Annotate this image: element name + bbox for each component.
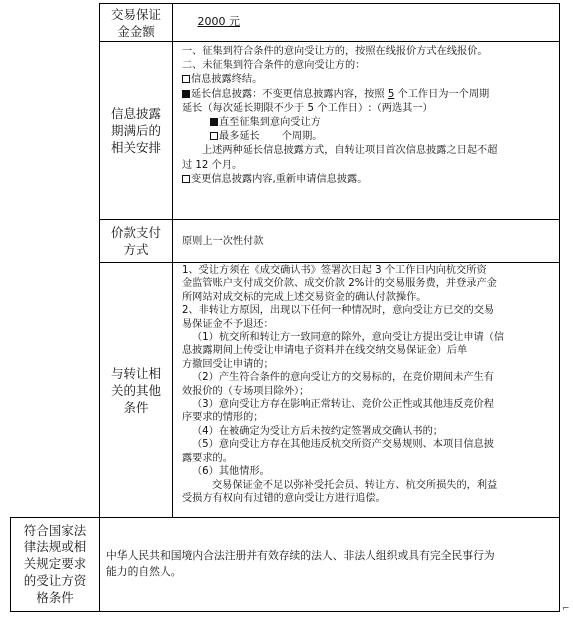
other-line: （3）意向受让方存在影响正常转让、竞价公正性或其他违反竞价程 (192, 399, 494, 411)
other-label-line-1: 与转让相 (110, 365, 161, 381)
table-border-right (559, 3, 560, 612)
checkbox-checked-icon (210, 118, 218, 126)
page-corner-mark: ⌐ (562, 604, 570, 614)
option-change-disclosure (182, 173, 497, 187)
deposit-value (182, 15, 240, 28)
other-line: 交易保证金不足以弥补受托会员、转让方、杭交所损失的，利益 (212, 479, 498, 491)
disclosure-label-line-1: 信息披露 (110, 106, 161, 121)
deposit-label-line-2: 金金额 (117, 23, 155, 39)
other-conditions-label (100, 263, 172, 517)
payment-label-line-2: 方式 (123, 242, 149, 257)
other-line: （5）意向受让方存在其他违反杭交所资产交易规则、本项目信息披 (192, 439, 494, 451)
other-line: 序要求的情形的； (182, 412, 264, 424)
option-extend-disclosure (182, 88, 497, 102)
option-change-label: 变更信息披露内容,重新申请信息披露。 (191, 173, 368, 185)
other-line: （6）其他情形。 (192, 466, 270, 478)
other-line: 方撤回受让申请的； (182, 358, 274, 370)
qualification-value (106, 548, 495, 580)
qualification-label-line-4: 的受让方资 (23, 572, 87, 588)
deposit-label (100, 4, 172, 41)
disclosure-label (100, 42, 172, 219)
other-line: 1、受让方须在《成交确认书》签署次日起 3 个工作日内向杭交所资 (182, 265, 487, 276)
sub-option-max (182, 130, 497, 144)
option-extend-line-2: 延长（每次延长期限不少于 5 个工作日）:（两选其一） (182, 102, 433, 114)
other-line: （1）杭交所和转让方一致同意的除外，意向受让方提出受让申请（信 (192, 332, 505, 344)
qualification-label-line-5: 格条件 (36, 589, 74, 605)
other-line: 露要求的。 (182, 452, 233, 464)
option-end-label: 信息披露终结。 (191, 74, 263, 86)
qualification-label (11, 518, 99, 611)
column-divider-lower (99, 517, 100, 612)
qualification-label-line-3: 关规定要求 (23, 556, 87, 572)
payment-label (100, 220, 172, 262)
disclosure-content (182, 45, 497, 187)
other-line: 所网站对成交标的完成上述交易资金的确认付款操作。 (182, 291, 427, 303)
qualification-label-line-1: 符合国家法 (23, 522, 87, 538)
disclosure-note-line-1: 上述两种延长信息披露方式，自转让项目首次信息披露之日起不超 (202, 145, 498, 157)
other-line: 易保证金不予退还： (182, 318, 274, 330)
sub-option-max-label-a: 最多延长 (219, 131, 260, 143)
deposit-label-line-1: 交易保证 (110, 6, 161, 22)
other-line: （4）在被确定为受让方后未按约定签署成交确认书的； (192, 425, 443, 437)
option-extend-label-b: 个工作日为一个周期 (397, 88, 490, 100)
other-line: 效报价的（专场项目除外）； (182, 385, 310, 397)
extend-period-days: 5 (387, 88, 395, 100)
option-extend-label-a: 延长信息披露：不变更信息披露内容，按照 (191, 88, 385, 100)
other-conditions-content (182, 264, 558, 517)
option-end-disclosure (182, 73, 497, 87)
checkbox-empty-icon (182, 175, 190, 183)
disclosure-label-line-2: 期满后的 (110, 123, 161, 138)
payment-label-line-1: 价款支付 (110, 225, 161, 240)
other-line: （2）产生符合条件的意向受让方的交易标的，在竞价期间未产生有 (192, 372, 494, 384)
qualification-value-line-1: 中华人民共和国境内合法注册并有效存续的法人、非法人组织或具有完全民事行为 (106, 549, 495, 562)
disclosure-note-line-2: 过 12 个月。 (182, 159, 243, 171)
payment-value: 原则上一次性付款 (182, 236, 264, 247)
deposit-amount: 2000 元 (197, 15, 240, 28)
checkbox-empty-icon (210, 132, 218, 140)
other-line: 2、非转让方原因，出现以下任何一种情况时，意向受让方已交的交易 (182, 305, 495, 317)
sub-option-until (182, 116, 497, 130)
disclosure-label-line-3: 相关安排 (110, 140, 161, 155)
disclosure-item-1: 一、征集到符合条件的意向受让方的，按照在线报价方式在线报价。 (182, 46, 488, 57)
other-label-line-3: 条件 (123, 399, 149, 415)
qualification-value-line-2: 能力的自然人。 (106, 565, 182, 578)
other-line: 息披露期间上传受让申请电子资料并在线交纳交易保证金）后单 (182, 345, 468, 357)
sub-option-max-label-b: 个周期。 (281, 131, 323, 143)
table-border-bottom (10, 611, 560, 612)
disclosure-item-2: 二、未征集到符合条件的意向受让方的： (182, 60, 366, 72)
qualification-label-line-2: 律法规或相 (23, 539, 87, 555)
other-line: 受损方有权向有过错的意向受让方进行追偿。 (182, 492, 386, 504)
sub-option-until-label: 直至征集到意向受让方 (219, 117, 321, 129)
other-line: 金监管账户支付成交价款、成交价款 2%计的交易服务费，并登录产金 (182, 278, 497, 290)
column-divider (172, 3, 173, 518)
checkbox-checked-icon (182, 90, 190, 98)
other-label-line-2: 关的其他 (110, 382, 161, 398)
checkbox-empty-icon (182, 75, 190, 83)
